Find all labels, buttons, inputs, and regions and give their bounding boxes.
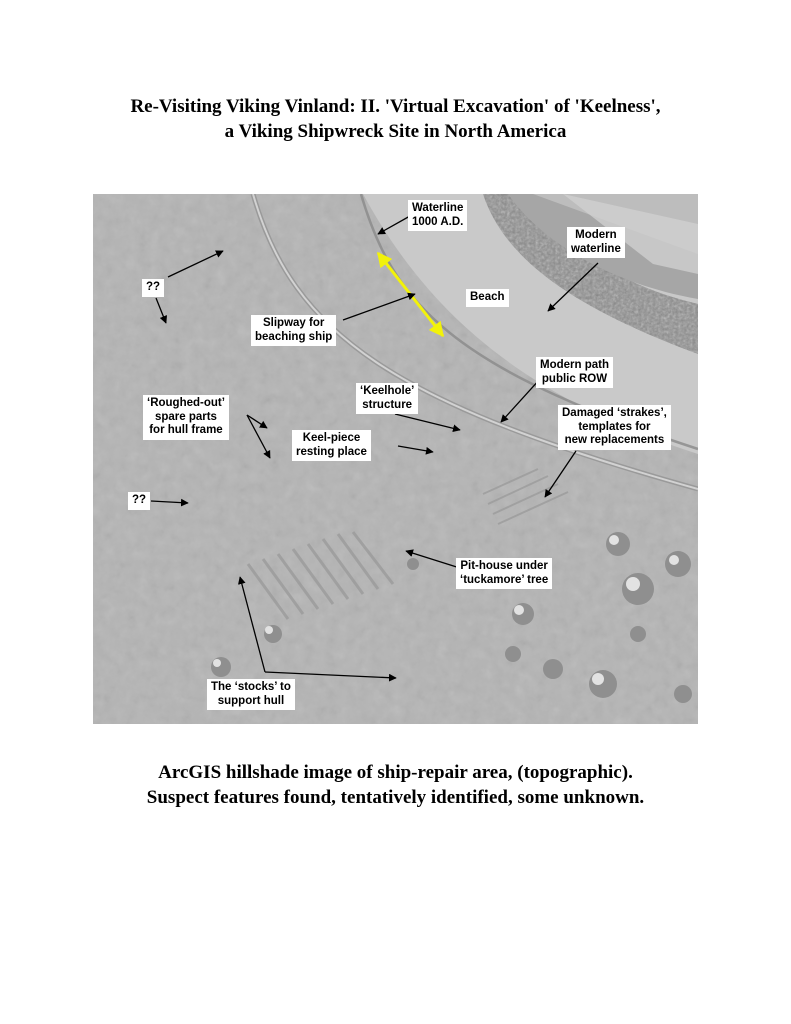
page-title (0, 94, 791, 144)
label-roughed-out-parts: ‘Roughed-out’ spare parts for hull frame (143, 395, 229, 440)
caption-line-1: ArcGIS hillshade image of ship-repair area, (topographic). (158, 762, 633, 783)
title-line-1: Re-Visiting Viking Vinland: II. 'Virtual Excavation' of 'Keelness', (130, 96, 661, 117)
title-line-2: a Viking Shipwreck Site in North America (224, 121, 567, 142)
label-pit-house: Pit-house under ‘tuckamore’ tree (456, 558, 552, 589)
label-keel-piece: Keel-piece resting place (292, 430, 371, 461)
figure-caption (0, 760, 791, 810)
label-stocks: The ‘stocks’ to support hull (207, 679, 295, 710)
label-beach: Beach (466, 289, 509, 307)
label-keelhole-structure: ‘Keelhole’ structure (356, 383, 418, 414)
label-modern-waterline: Modern waterline (567, 227, 625, 258)
label-unknown-feature-1: ?? (142, 279, 164, 297)
hillshade-figure (93, 194, 698, 724)
label-damaged-strakes: Damaged ‘strakes’, templates for new replacements (558, 405, 671, 450)
label-unknown-feature-2: ?? (128, 492, 150, 510)
caption-line-2: Suspect features found, tentatively identified, some unknown. (146, 787, 645, 808)
label-slipway: Slipway for beaching ship (251, 315, 336, 346)
label-modern-path: Modern path public ROW (536, 357, 613, 388)
hillshade-image (93, 194, 698, 724)
label-waterline-1000ad: Waterline 1000 A.D. (408, 200, 467, 231)
